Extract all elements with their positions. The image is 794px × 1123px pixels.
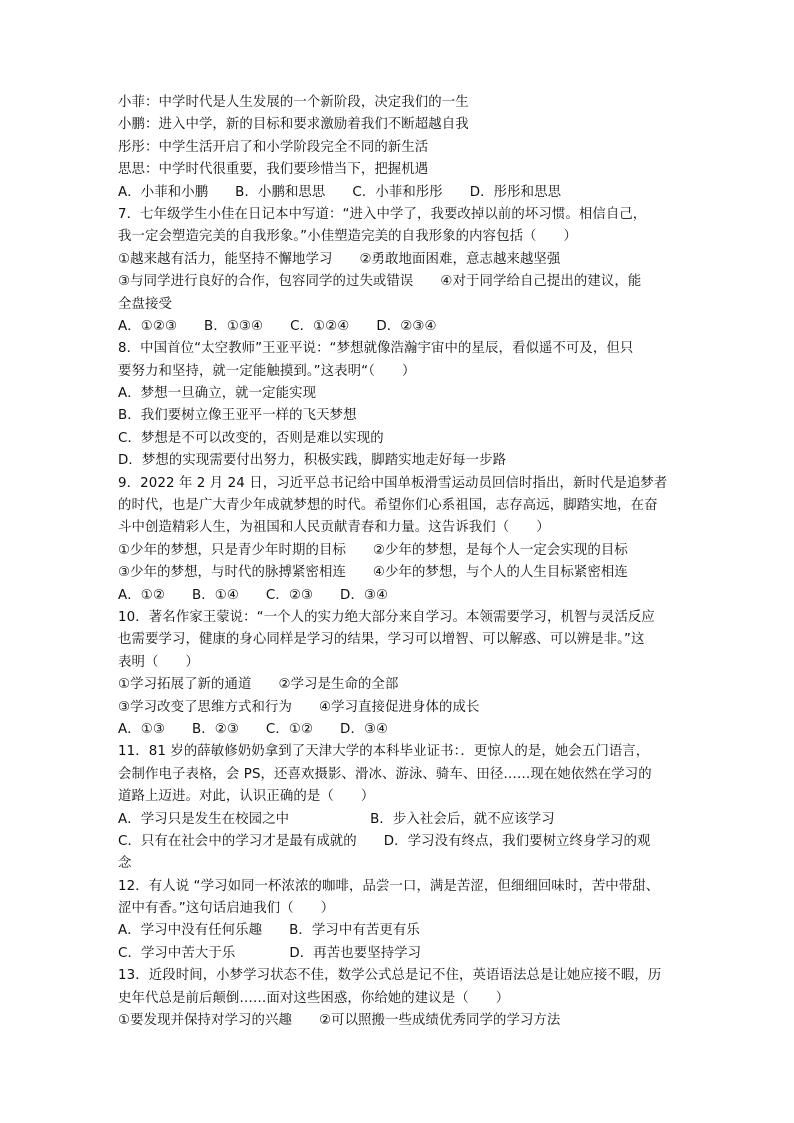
question-12-stem: 12．有人说 “学习如同一杯浓浓的咖啡，品尝一口，满是苦涩，但细细回味时，苦中带甜、: [118, 878, 660, 894]
question-11-stem: 11．81 岁的薛敏修奶奶拿到了天津大学的本科毕业证书：．更惊人的是，她会五门语言，: [118, 744, 650, 760]
option-line: A．学习中没有任何乐趣 B．学习中有苦更有乐: [118, 923, 420, 939]
statement-line: ①少年的梦想，只是青少年时期的目标 ②少年的梦想，是每个人一定会实现的目标: [118, 542, 628, 558]
question-10-stem: 也需要学习，健康的身心同样是学习的结果，学习可以增智、可以解惑、可以辨是非。”这: [118, 632, 645, 648]
statement-line: ①要发现并保持对学习的兴趣 ②可以照搬一些成绩优秀同学的学习方法: [118, 1013, 561, 1029]
option-line: 念: [118, 856, 132, 872]
statement-line: ①学习拓展了新的通道 ②学习是生命的全部: [118, 677, 399, 693]
question-11-stem: 会制作电子表格，会 PS，还喜欢摄影、滑冰、游泳、骑车、田径……现在她依然在学习的: [118, 766, 652, 782]
answer-options: A．小菲和小鹏 B．小鹏和思思 C．小菲和彤彤 D．彤彤和思思: [118, 184, 562, 200]
statement-line: ③学习改变了思维方式和行为 ④学习直接促进身体的成长: [118, 699, 480, 715]
question-11-stem: 道路上迈进。对此，认识正确的是（ ）: [118, 789, 375, 805]
statement-line: ①越来越有活力，能坚持不懈地学习 ②勇敢地面困难，意志越来越坚强: [118, 251, 561, 267]
question-12-stem: 涩中有香。”这句话启迪我们（ ）: [118, 901, 335, 917]
answer-options: A．①② B．①④ C．②③ D．③④: [118, 587, 389, 603]
text-line: 彤彤：中学生活开启了和小学阶段完全不同的新生活: [118, 139, 429, 155]
text-line: 思思：中学时代很重要，我们要珍惜当下，把握机遇: [118, 162, 429, 178]
option-line: C．只有在社会中的学习才是最有成就的 D．学习没有终点，我们要树立终身学习的观: [118, 833, 651, 849]
text-line: 小鹏：进入中学，新的目标和要求激励着我们不断超越自我: [118, 117, 469, 133]
question-13-stem: 13．近段时间，小梦学习状态不佳，数学公式总是记不住，英语语法总是让她应接不暇，历: [118, 968, 662, 984]
question-7-stem: 7．七年级学生小佳在日记本中写道：“进入中学了，我要改掉以前的坏习惯。相信自己，: [118, 206, 647, 222]
option-line: A．梦想一旦确立，就一定能实现: [118, 386, 317, 402]
question-10-stem: 10．著名作家王蒙说：“一个人的实力绝大部分来自学习。本领需要学习，机智与灵活反应: [118, 609, 655, 625]
statement-line: 全盘接受: [118, 296, 172, 312]
text-line: 小菲：中学时代是人生发展的一个新阶段，决定我们的一生: [118, 95, 469, 110]
question-8-stem: 要努力和坚持，就一定能触摸到。”这表明“（ ）: [118, 363, 416, 379]
option-line: C．学习中苦大于乐 D．再苦也要坚持学习: [118, 945, 422, 961]
question-9-stem: 斗中创造精彩人生，为祖国和人民贡献青春和力量。这告诉我们（ ）: [118, 520, 550, 536]
question-13-stem: 史年代总是前后颠倒……面对这些困惑，你给她的建议是（ ）: [118, 990, 510, 1006]
answer-options: A．①②③ B．①③④ C．①②④ D．②③④: [118, 318, 437, 334]
question-8-stem: 8．中国首位“太空教师”王亚平说：“梦想就像浩瀚宇宙中的星辰，看似遥不可及，但只: [118, 341, 634, 357]
option-line: D．梦想的实现需要付出努力，积极实践，脚踏实地走好每一步路: [118, 453, 507, 469]
question-10-stem: 表明（ ）: [118, 654, 199, 670]
option-line: A．学习只是发生在校园之中 B．步入社会后，就不应该学习: [118, 811, 555, 827]
option-line: C．梦想是不可以改变的，否则是难以实现的: [118, 430, 384, 446]
question-text-block: [118, 92, 678, 1032]
statement-line: ③与同学进行良好的合作，包容同学的过失或错误 ④对于同学给自己提出的建议，能: [118, 274, 642, 290]
answer-options: A．①③ B．②③ C．①② D．③④: [118, 721, 389, 737]
option-line: B．我们要树立像王亚平一样的飞天梦想: [118, 408, 357, 424]
question-9-stem: 的时代，也是广大青少年成就梦想的时代。希望你们心系祖国，志存高远，脚踏实地，在奋: [118, 498, 658, 514]
question-7-stem: 我一定会塑造完美的自我形象。”小佳塑造完美的自我形象的内容包括（ ）: [118, 229, 578, 245]
statement-line: ③少年的梦想，与时代的脉搏紧密相连 ④少年的梦想，与个人的人生目标紧密相连: [118, 565, 628, 581]
question-9-stem: 9．2022 年 2 月 24 日，习近平总书记给中国单板滑雪运动员回信时指出，新时代是追梦者: [118, 475, 668, 491]
